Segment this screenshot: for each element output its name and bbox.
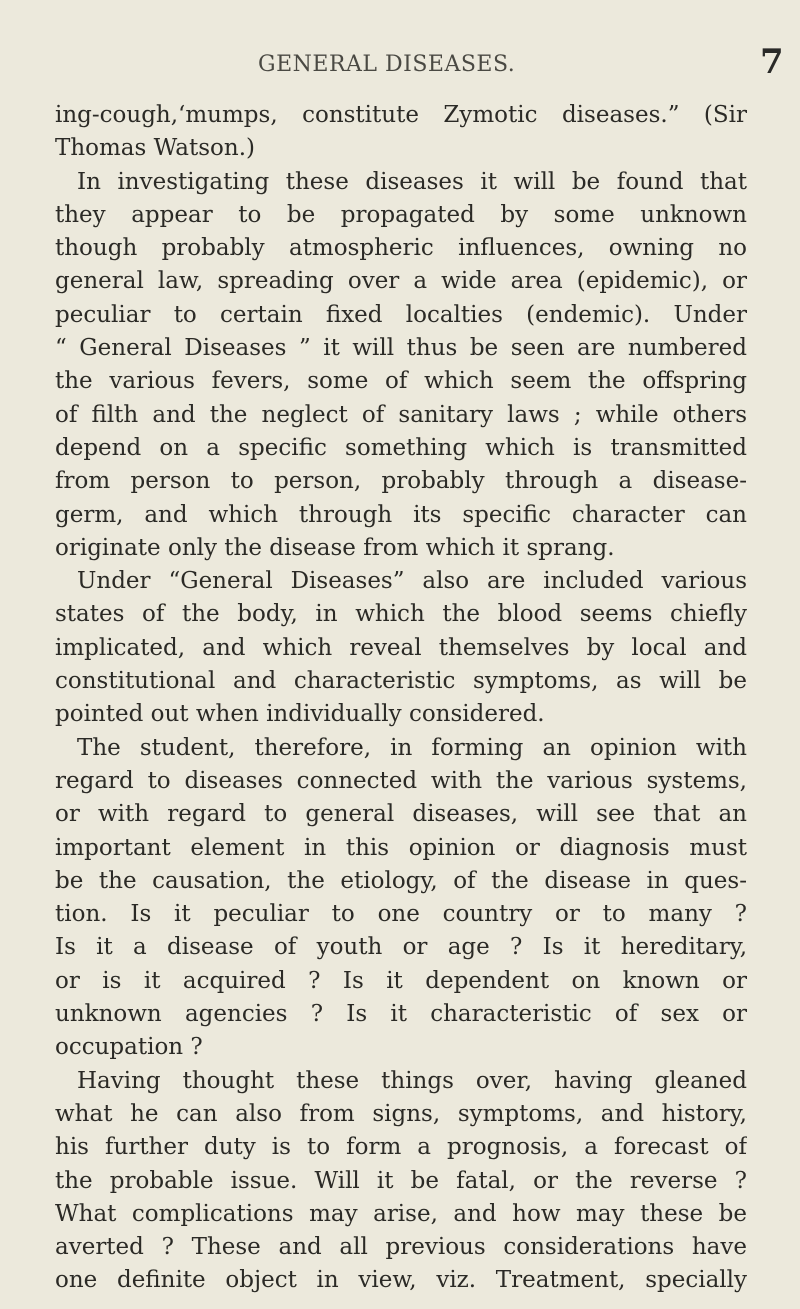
text-line: or with regard to general diseases, will see that an — [55, 801, 747, 828]
text-line: the various fevers, some of which seem the offspring — [55, 368, 747, 395]
text-line: general law, spreading over a wide area (epidemic), or — [55, 268, 747, 295]
page-header — [0, 42, 800, 86]
text-line: Is it a disease of youth or age ? Is it hereditary, — [55, 934, 747, 961]
text-line: what he can also from signs, symptoms, and history, — [55, 1100, 747, 1127]
text-line: one definite object in view, viz. Treatment, specially — [55, 1267, 747, 1294]
text-line: Thomas Watson.) — [55, 135, 255, 162]
text-line: depend on a specific something which is transmitted — [55, 434, 747, 461]
text-line: germ, and which through its specific character can — [55, 501, 747, 528]
text-line: the probable issue. Will it be fatal, or the reverse ? — [55, 1167, 747, 1194]
text-line: though probably atmospheric influences, owning no — [55, 235, 747, 262]
text-line: tion. Is it peculiar to one country or to many ? — [55, 901, 747, 928]
text-line: or is it acquired ? Is it dependent on known or — [55, 967, 747, 994]
page-number: 7 — [760, 42, 784, 82]
body-text — [55, 99, 747, 1298]
text-line: ing-cough,‘mumps, constitute Zymotic diseases.” (Sir — [55, 102, 747, 128]
text-line: pointed out when individually considered. — [55, 701, 545, 728]
running-head: GENERAL DISEASES. — [258, 52, 516, 77]
text-line: be the causation, the etiology, of the disease in ques- — [55, 867, 747, 894]
text-line: unknown agencies ? Is it characteristic of sex or — [55, 1001, 747, 1028]
text-line: peculiar to certain fixed localties (endemic). Under — [55, 301, 747, 328]
text-line: his further duty is to form a prognosis, a forecast of — [55, 1134, 747, 1161]
text-line: of filth and the neglect of sanitary laws ; while others — [55, 401, 747, 428]
text-line: implicated, and which reveal themselves by local and — [55, 634, 747, 661]
text-line: originate only the disease from which it sprang. — [55, 534, 615, 561]
paragraph-start-line: Having thought these things over, having gleaned — [77, 1067, 747, 1094]
text-line: “ General Diseases ” it will thus be seen are numbered — [55, 335, 747, 362]
text-line: occupation ? — [55, 1034, 203, 1061]
text-line: important element in this opinion or diagnosis must — [55, 834, 747, 861]
text-line: they appear to be propagated by some unknown — [55, 201, 747, 228]
text-line: states of the body, in which the blood seems chiefly — [55, 601, 747, 628]
text-line: from person to person, probably through a disease- — [55, 468, 747, 495]
paragraph-start-line: The student, therefore, in forming an opinion with — [77, 734, 747, 761]
paragraph-start-line: Under “General Diseases” also are included various — [77, 568, 747, 595]
text-line: constitutional and characteristic symptoms, as will be — [55, 668, 747, 695]
text-line: regard to diseases connected with the various systems, — [55, 767, 747, 794]
paragraph-start-line: In investigating these diseases it will be found that — [77, 168, 747, 195]
text-line: What complications may arise, and how may these be — [55, 1200, 747, 1227]
text-line: averted ? These and all previous considerations have — [55, 1234, 747, 1261]
